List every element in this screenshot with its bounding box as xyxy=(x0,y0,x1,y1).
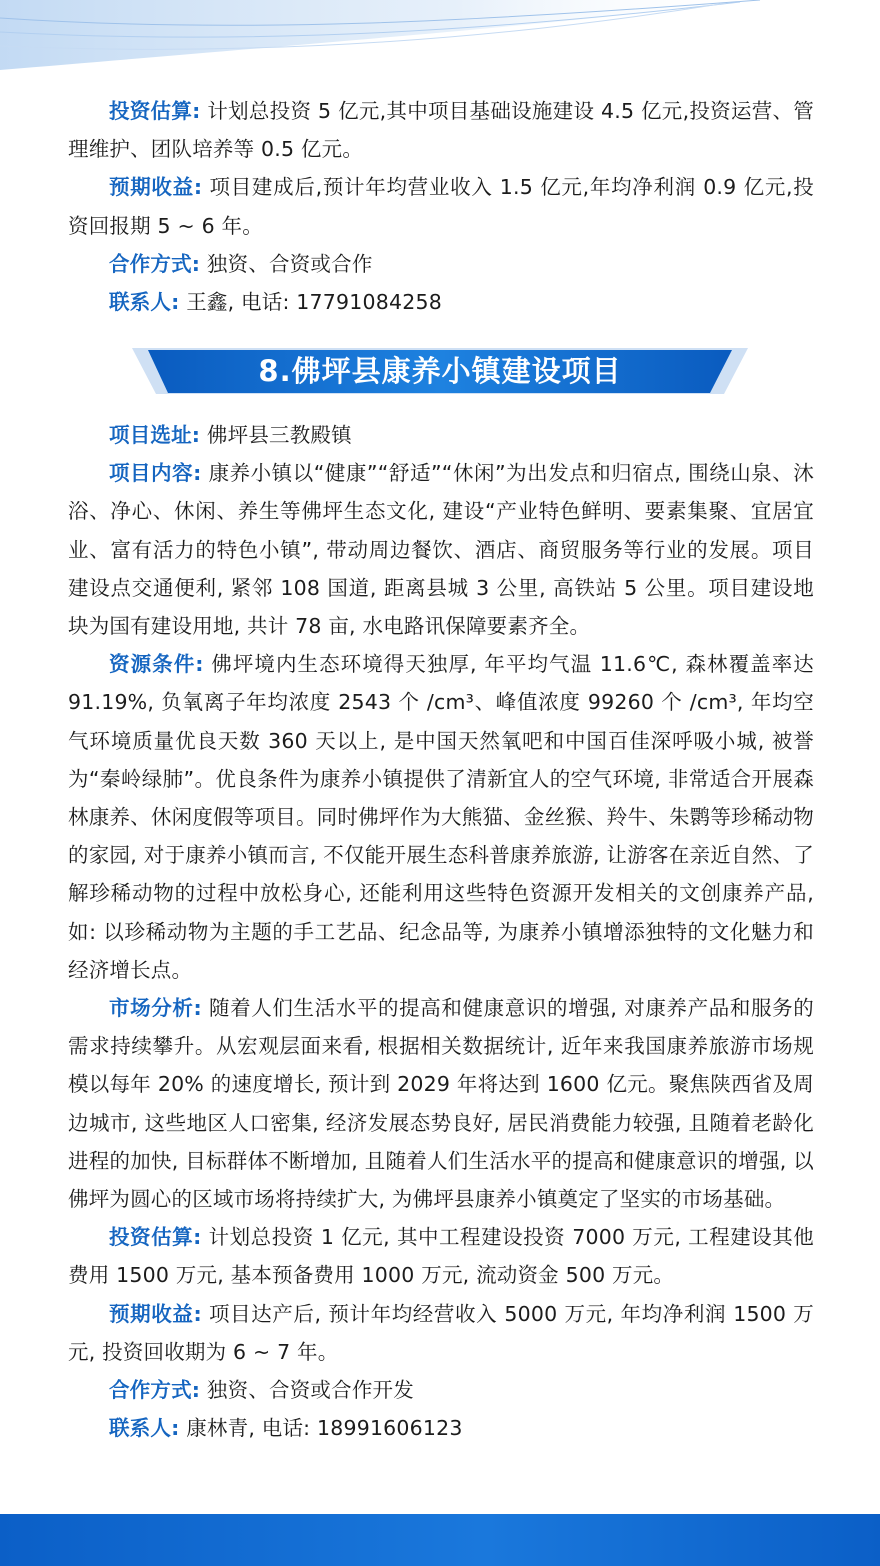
location-paragraph xyxy=(68,416,814,454)
field-text: 计划总投资 1 亿元, 其中工程建设投资 7000 万元, 工程建设其他费用 1500 万元, 基本预备费用 1000 万元, 流动资金 500 万元。 xyxy=(68,1225,815,1288)
field-text: 康养小镇以“健康”“舒适”“休闲”为出发点和归宿点, 围绕山泉、沐浴、净心、休闲、养生等佛坪生态文化, 建设“产业特色鲜明、要素集聚、宜居宜业、富有活力的特色小镇”, 带动周边餐饮、酒店、商贸服务等行业的发展。项目建设点交通便利, 紧邻 108 国道, 距离县城 3 公里, 高铁站 5 公里。项目建设地块为国有建设用地, 共计 78 亩, 水电路讯保障要素齐全。 xyxy=(68,461,814,639)
content-paragraph xyxy=(68,454,814,645)
field-label: 预期收益: xyxy=(109,1301,202,1326)
field-text: 随着人们生活水平的提高和健康意识的增强, 对康养产品和服务的需求持续攀升。从宏观层面来看, 根据相关数据统计, 近年来我国康养旅游市场规模以每年 20% 的速度增长, 预计到 2029 年将达到 1600 亿元。聚焦陕西省及周边城市, 这些地区人口密集, 经济发展态势良好, 居民消费能力较强, 且随着老龄化进程的加快, 目标群体不断增加, 且随着人们生活水平的提高和健康意识的增强, 以佛坪为圆心的区域市场将持续扩大, 为佛坪县康养小镇奠定了坚实的市场基础。 xyxy=(68,996,814,1212)
field-label: 资源条件: xyxy=(109,652,204,677)
field-text: 佛坪县三教殿镇 xyxy=(200,423,352,447)
field-label: 合作方式: xyxy=(109,1378,201,1403)
field-label: 联系人: xyxy=(109,290,180,315)
revenue-paragraph xyxy=(68,168,814,244)
cooperation-paragraph xyxy=(68,1371,814,1409)
top-wave-decoration xyxy=(0,0,880,80)
cooperation-paragraph xyxy=(68,245,814,283)
prev-project-details xyxy=(68,92,814,321)
field-text: 计划总投资 5 亿元,其中项目基础设施建设 4.5 亿元,投资运营、管理维护、团队培养等 0.5 亿元。 xyxy=(68,99,814,162)
investment-paragraph xyxy=(68,92,814,168)
revenue-paragraph xyxy=(68,1295,814,1371)
field-label: 项目选址: xyxy=(109,423,201,447)
section-title: 8.佛坪县康养小镇建设项目 xyxy=(258,354,622,388)
field-label: 联系人: xyxy=(109,1416,180,1441)
field-label: 预期收益: xyxy=(109,175,203,200)
footer-bar xyxy=(0,1514,880,1566)
field-text: 独资、合资或合作开发 xyxy=(200,1378,414,1403)
market-paragraph xyxy=(68,989,814,1218)
field-label: 市场分析: xyxy=(109,996,202,1021)
contact-paragraph xyxy=(68,283,814,321)
resources-paragraph xyxy=(68,645,814,989)
project-details xyxy=(68,416,814,1447)
field-label: 项目内容: xyxy=(109,461,202,486)
field-label: 合作方式: xyxy=(109,251,201,276)
investment-paragraph xyxy=(68,1218,814,1294)
contact-paragraph xyxy=(68,1409,814,1447)
field-text: 王鑫, 电话: 17791084258 xyxy=(179,290,442,315)
field-label: 投资估算: xyxy=(109,1225,202,1250)
field-label: 投资估算: xyxy=(109,99,201,123)
field-text: 康林青, 电话: 18991606123 xyxy=(179,1416,463,1441)
field-text: 独资、合资或合作 xyxy=(200,251,373,276)
field-text: 佛坪境内生态环境得天独厚, 年平均气温 11.6℃, 森林覆盖率达 91.19%, 负氧离子年均浓度 2543 个 /cm³、峰值浓度 99260 个 /cm³, 年均空气环境质量优良天数 360 天以上, 是中国天然氧吧和中国百佳深呼吸小城, 被誉为“秦岭绿肺”。优良条件为康养小镇提供了清新宜人的空气环境, 非常适合开展森林康养、休闲度假等项目。同时佛坪作为大熊猫、金丝猴、羚牛、朱鹮等珍稀动物的家园, 对于康养小镇而言, 不仅能开展生态科普康养旅游, 让游客在亲近自然、了解珍稀动物的过程中放松身心, 还能利用这些特色资源开发相关的文创康养产品, 如: 以珍稀动物为主题的手工艺品、纪念品等, 为康养小镇增添独特的文化魅力和经济增长点。 xyxy=(68,652,814,982)
field-text: 项目建成后,预计年均营业收入 1.5 亿元,年均净利润 0.9 亿元,投资回报期 5 ~ 6 年。 xyxy=(68,175,814,238)
field-text: 项目达产后, 预计年均经营收入 5000 万元, 年均净利润 1500 万元, 投资回收期为 6 ~ 7 年。 xyxy=(68,1301,814,1364)
